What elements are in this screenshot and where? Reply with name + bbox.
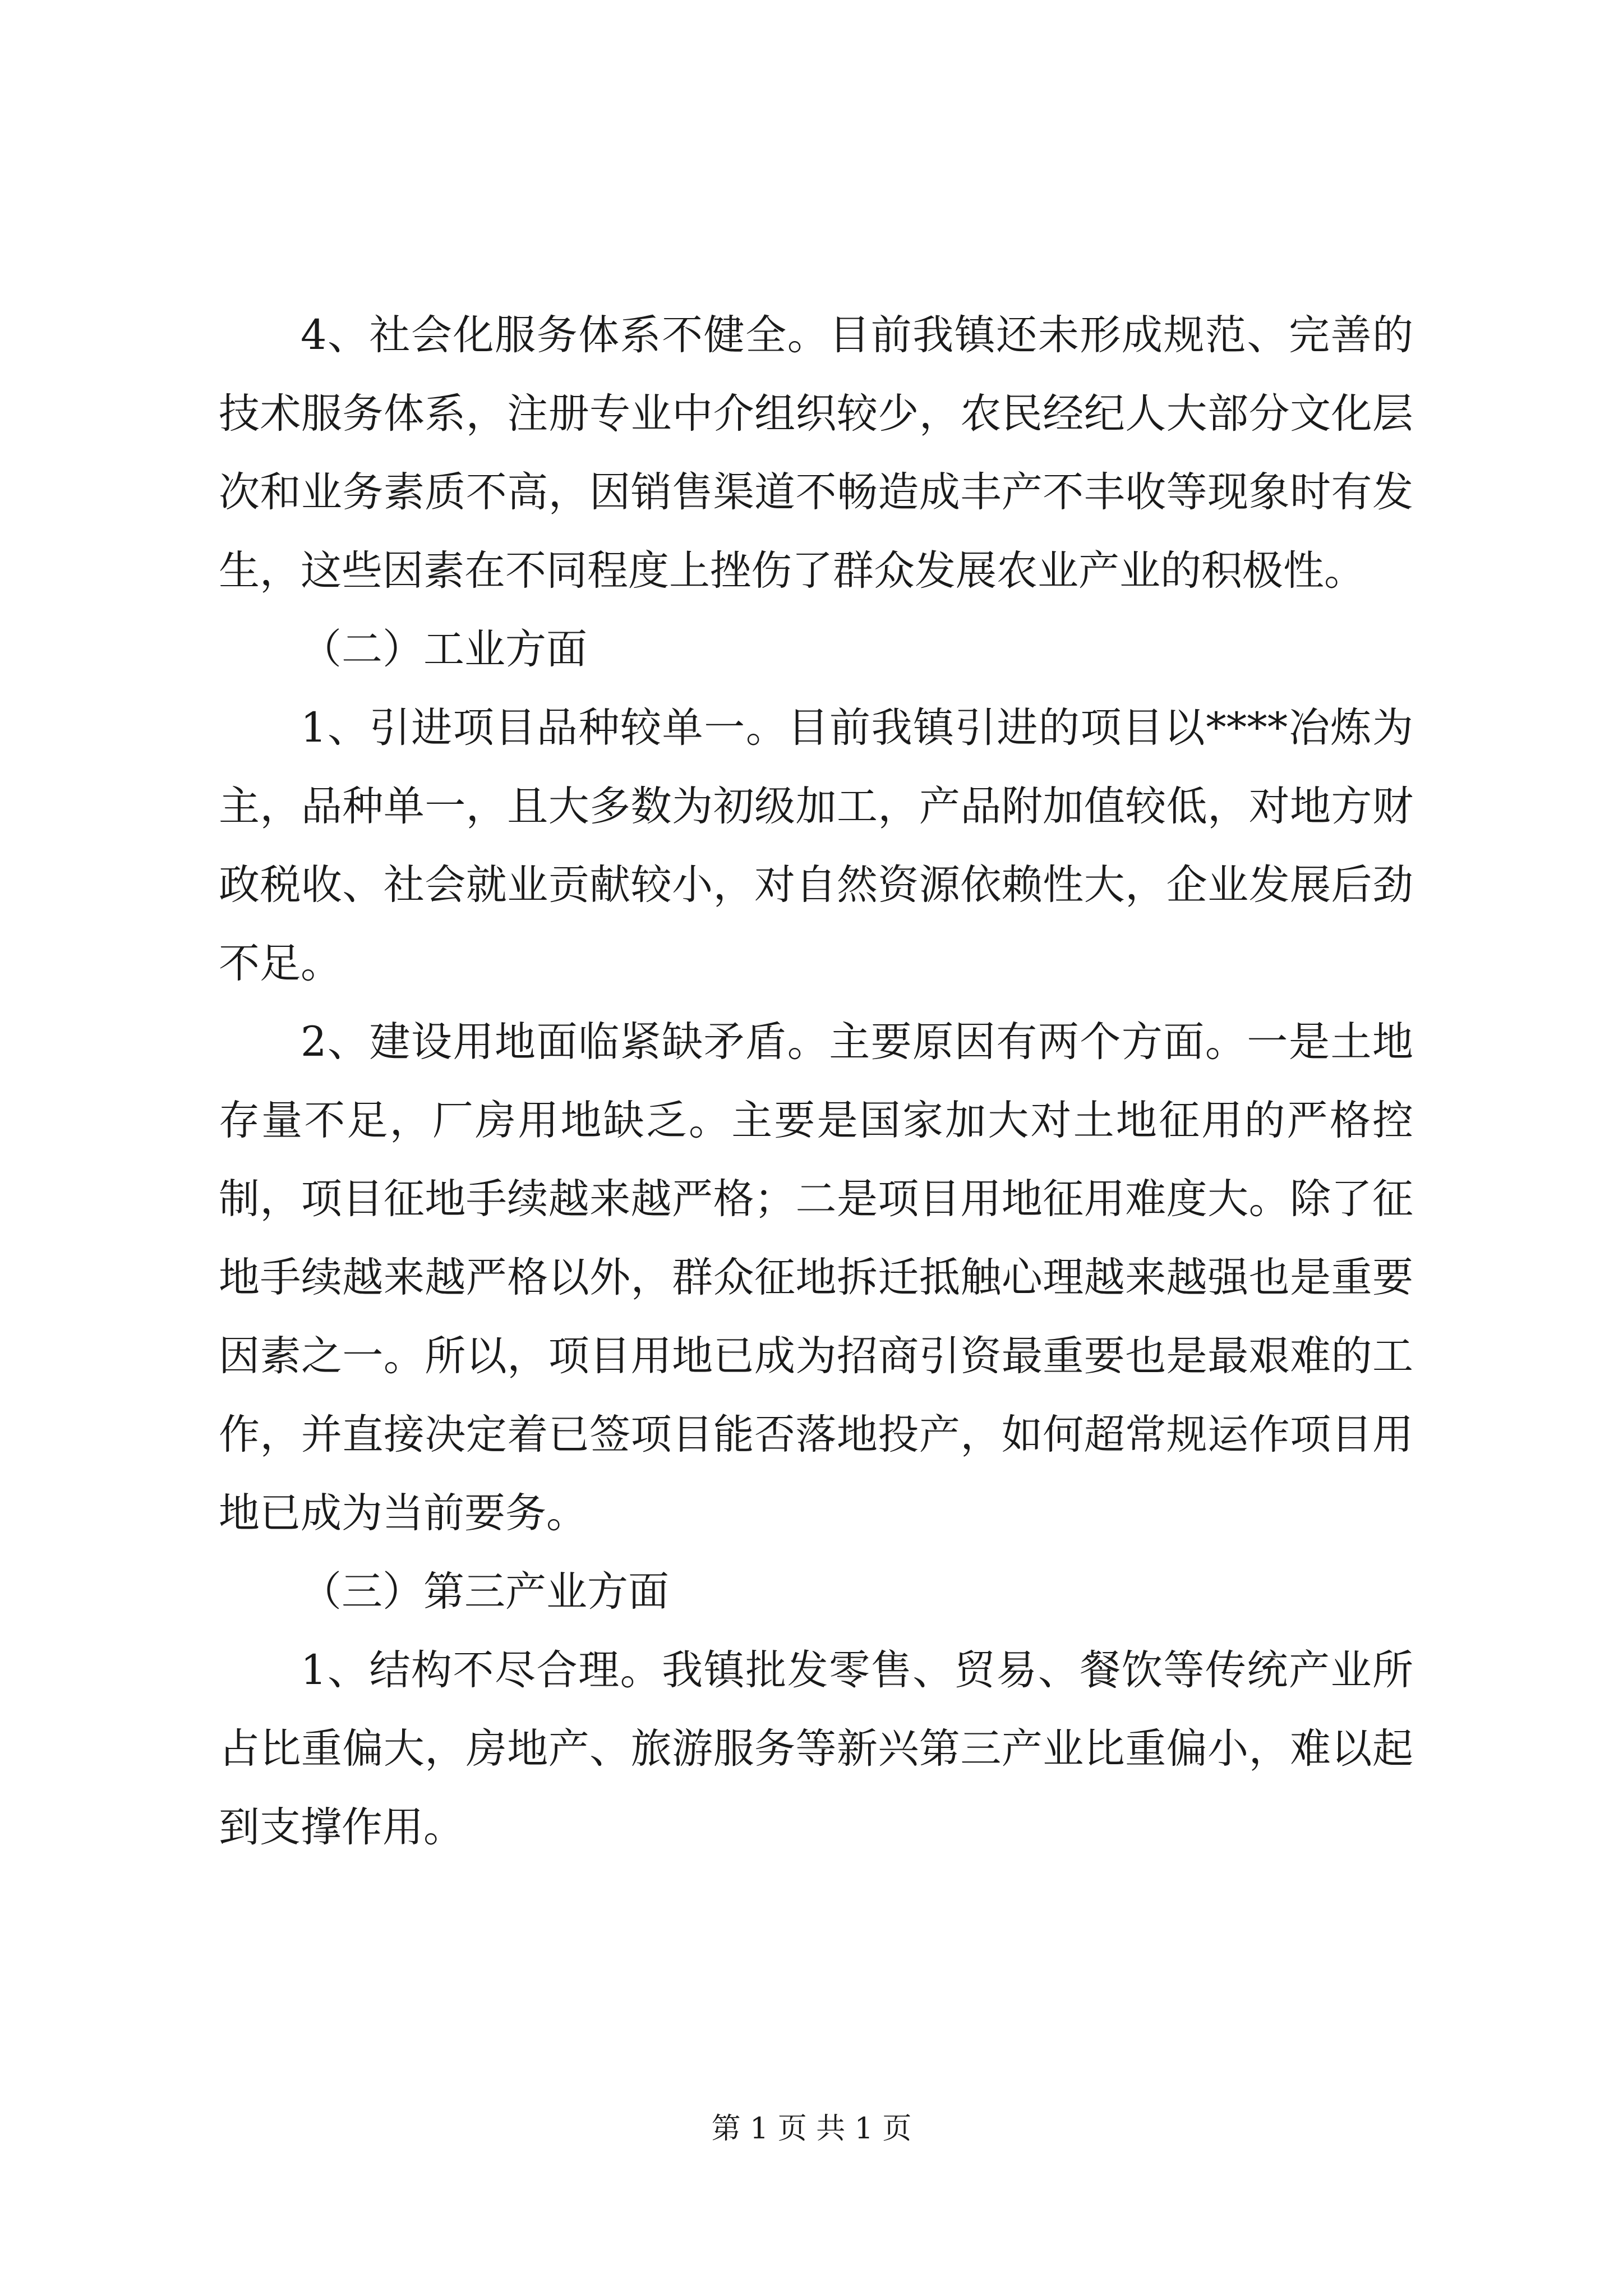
document-body [219, 296, 1413, 1867]
paragraph-land-shortage: 2、建设用地面临紧缺矛盾。主要原因有两个方面。一是土地存量不足，厂房用地缺乏。主要是国家加大对土地征用的严格控制，项目征地手续越来越严格；二是项目用地征用难度大。除了征地手续越来越严格以外，群众征地拆迁抵触心理越来越强也是重要因素之一。所以，项目用地已成为招商引资最重要也是最艰难的工作，并直接决定着已签项目能否落地投产，如何超常规运作项目用地已成为当前要务。 [219, 1018, 1413, 1537]
heading-tertiary-industry: （三）第三产业方面 [301, 1568, 669, 1616]
paragraph-project-variety: 1、引进项目品种较单一。目前我镇引进的项目以****冶炼为主，品种单一，且大多数为初级加工，产品附加值较低，对地方财政税收、社会就业贡献较小，对自然资源依赖性大，企业发展后劲不足。 [219, 704, 1413, 987]
heading-industry: （二）工业方面 [301, 625, 587, 673]
paragraph-social-services: 4、社会化服务体系不健全。目前我镇还未形成规范、完善的技术服务体系，注册专业中介组织较少，农民经纪人大部分文化层次和业务素质不高，因销售渠道不畅造成丰产不丰收等现象时有发生，这些因素在不同程度上挫伤了群众发展农业产业的积极性。 [219, 311, 1413, 595]
paragraph-structure: 1、结构不尽合理。我镇批发零售、贸易、餐饮等传统产业所占比重偏大，房地产、旅游服务等新兴第三产业比重偏小，难以起到支撑作用。 [219, 1646, 1413, 1851]
page-footer: 第 1 页 共 1 页 [711, 2112, 912, 2146]
